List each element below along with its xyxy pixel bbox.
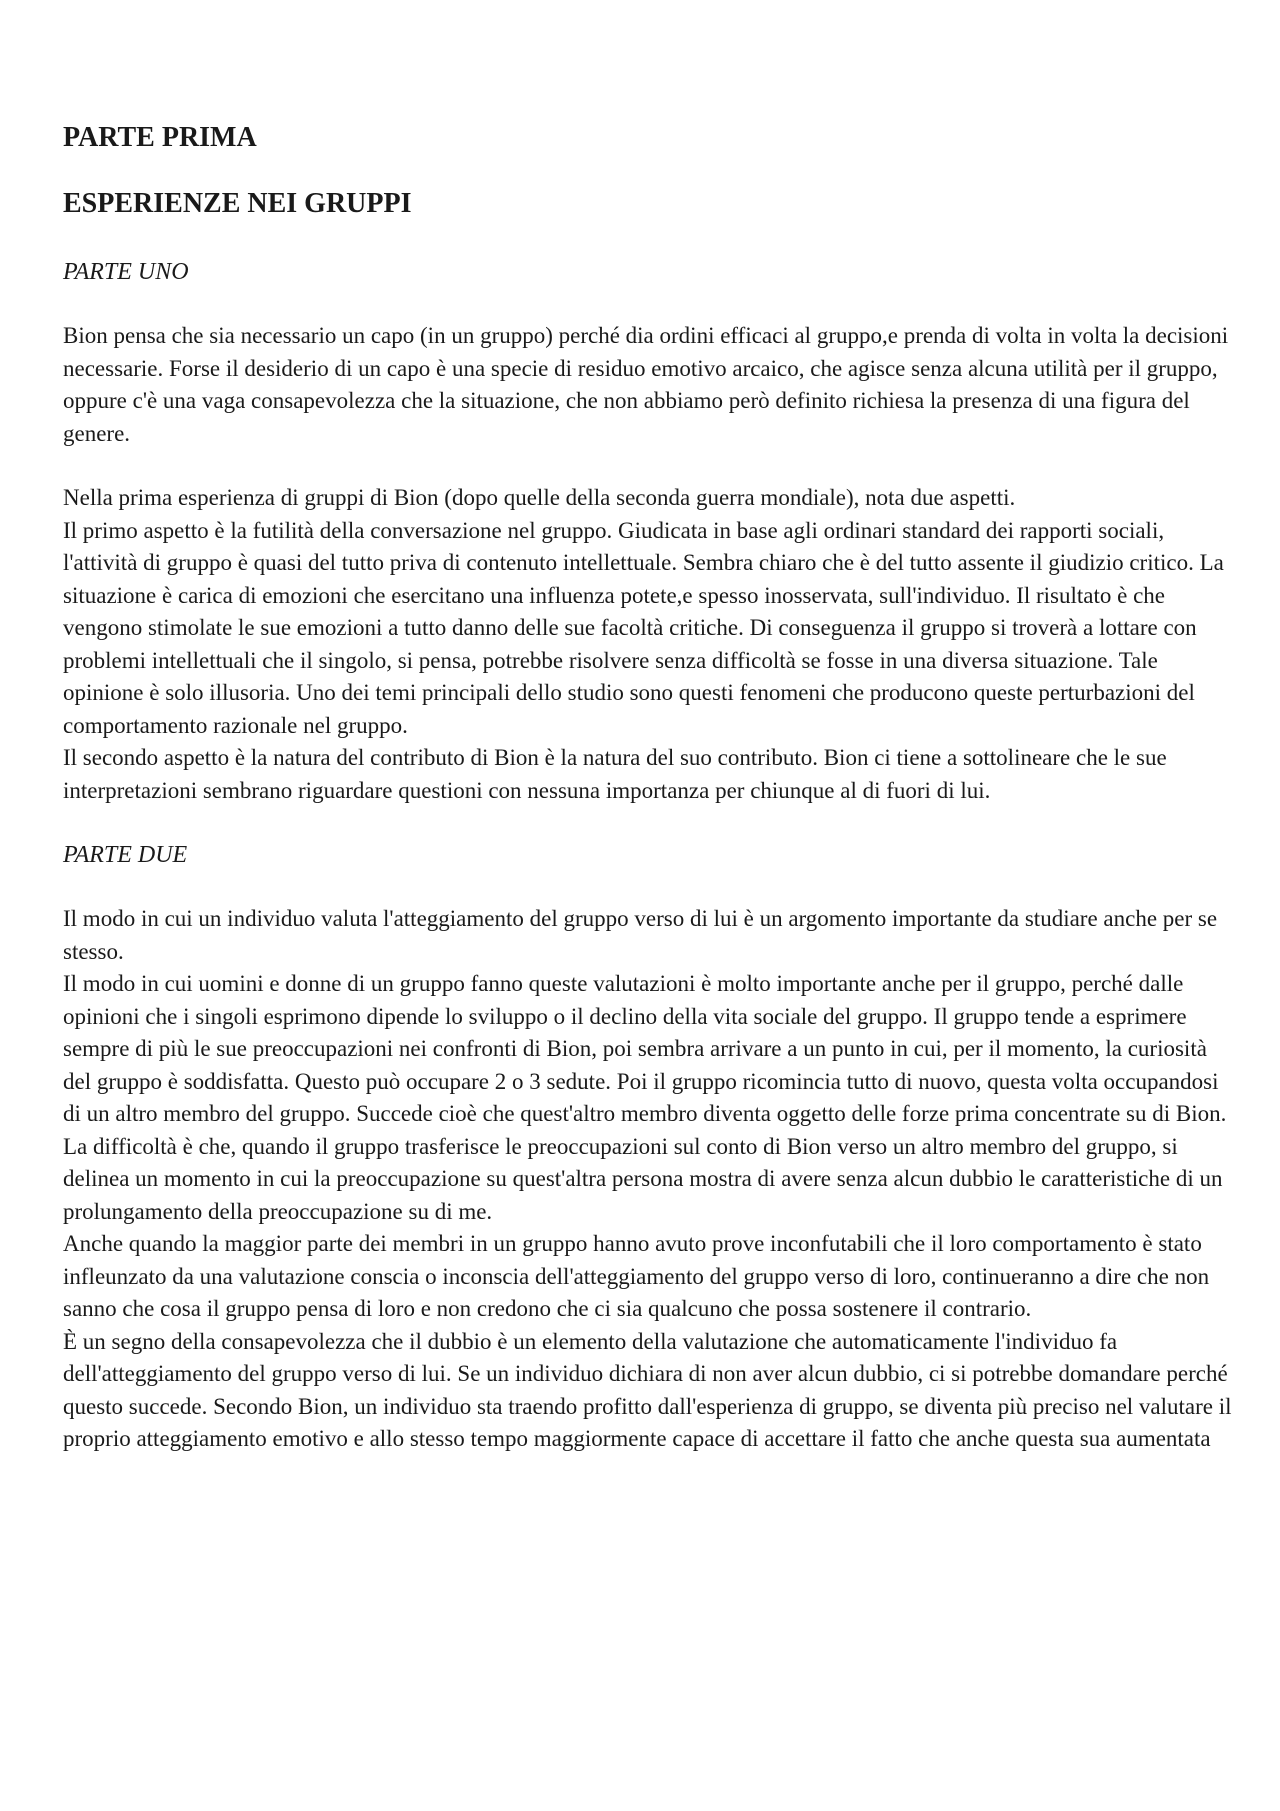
section-parte-due: [63, 839, 1233, 1456]
paragraph: Il modo in cui un individuo valuta l'atteggiamento del gruppo verso di lui è un argomento importante da studiare anche per se stesso.: [63, 906, 1218, 964]
paragraph: È un segno della consapevolezza che il dubbio è un elemento della valutazione che automaticamente l'individuo fa dell'atteggiamento del gruppo verso di lui. Se un individuo dichiara di non aver alcun dubbio, ci si potrebbe domandare perché questo succede. Secondo Bion, un individuo sta traendo profitto dall'esperienza di gruppo, se diventa più preciso nel valutare il proprio atteggiamento emotivo e allo stesso tempo maggiormente capace di accettare il fatto che anche questa sua aumentata: [63, 1328, 1232, 1451]
book-title: ESPERIENZE NEI GRUPPI: [63, 188, 412, 219]
paragraph: Anche quando la maggior parte dei membri in un gruppo hanno avuto prove inconfutabili che il loro comportamento è stato infleunzato da una valutazione conscia o inconscia dell'atteggiamento del gruppo verso di loro, continueranno a dire che non sanno che cosa il gruppo pensa di loro e non credono che ci sia qualcuno che possa sostenere il contrario.: [63, 1231, 1210, 1321]
paragraph: La difficoltà è che, quando il gruppo trasferisce le preoccupazioni sul conto di Bion verso un altro membro del gruppo, si delinea un momento in cui la preoccupazione su quest'altra persona mostra di avere senza alcun dubbio le caratteristiche di un prolungamento della preoccupazione su di me.: [63, 1133, 1223, 1224]
paragraph: Nella prima esperienza di gruppi di Bion (dopo quelle della seconda guerra mondiale), nota due aspetti.: [63, 485, 1016, 510]
part-title: PARTE PRIMA: [63, 122, 257, 153]
section-parte-uno: [63, 256, 1233, 807]
document-page: [63, 120, 1233, 1456]
paragraph: Bion pensa che sia necessario un capo (in un gruppo) perché dia ordini efficaci al gruppo,e prenda di volta in volta la decisioni necessarie. Forse il desiderio di un capo è una specie di residuo emotivo arcaico, che agisce senza alcuna utilità per il gruppo, oppure c'è una vaga consapevolezza che la situazione, che non abbiamo però definito richiesa la presenza di una figura del genere.: [63, 323, 1229, 446]
paragraph: Il modo in cui uomini e donne di un gruppo fanno queste valutazioni è molto importante anche per il gruppo, perché dalle opinioni che i singoli esprimono dipende lo sviluppo o il declino della vita sociale del gruppo. Il gruppo tende a esprimere sempre di più le sue preoccupazioni nei confronti di Bion, poi sembra arrivare a un punto in cui, per il momento, la curiosità del gruppo è soddisfatta. Questo può occupare 2 o 3 sedute. Poi il gruppo ricomincia tutto di nuovo, questa volta occupandosi di un altro membro del gruppo. Succede cioè che quest'altro membro diventa oggetto delle forze prima concentrate su di Bion.: [63, 971, 1227, 1126]
paragraph: Il primo aspetto è la futilità della conversazione nel gruppo. Giudicata in base agli ordinari standard dei rapporti sociali, l'attività di gruppo è quasi del tutto priva di contenuto intellettuale. Sembra chiaro che è del tutto assente il giudizio critico. La situazione è carica di emozioni che esercitano una influenza potete,e spesso inosservata, sull'individuo. Il risultato è che vengono stimolate le sue emozioni a tutto danno delle sue facoltà critiche. Di conseguenza il gruppo si troverà a lottare con problemi intellettuali che il singolo, si pensa, potrebbe risolvere senza difficoltà se fosse in una diversa situazione. Tale opinione è solo illusoria. Uno dei temi principali dello studio sono questi fenomeni che producono queste perturbazioni del comportamento razionale nel gruppo.: [63, 517, 1224, 738]
section-heading: PARTE UNO: [63, 259, 189, 285]
paragraph: Il secondo aspetto è la natura del contributo di Bion è la natura del suo contributo. Bion ci tiene a sottolineare che le sue interpretazioni sembrano riguardare questioni con nessuna importanza per chiunque al di fuori di lui.: [63, 745, 1167, 803]
section-heading: PARTE DUE: [63, 842, 188, 868]
